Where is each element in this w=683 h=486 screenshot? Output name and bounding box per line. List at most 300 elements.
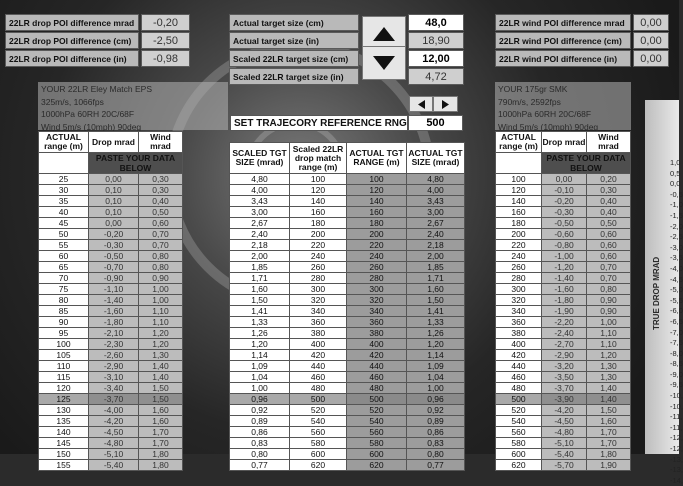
wind-cell[interactable]: 0,40 (587, 196, 631, 207)
drop-cell[interactable]: -2,30 (89, 339, 139, 350)
wind-cell[interactable]: 1,60 (587, 416, 631, 427)
table-row (496, 174, 631, 185)
drop-cell[interactable]: -1,20 (542, 262, 587, 273)
range-cell[interactable]: 75 (39, 284, 89, 295)
match-range-cell: 480 (290, 383, 347, 394)
wind-cell[interactable]: 1,30 (587, 372, 631, 383)
drop-cell[interactable]: -0,70 (89, 262, 139, 273)
wind-cell[interactable]: 1,50 (139, 383, 183, 394)
range-cell[interactable]: 35 (39, 196, 89, 207)
range-cell[interactable]: 200 (496, 229, 542, 240)
column-header: ACTUAL TGT RANGE (m) (347, 143, 407, 174)
wind-cell[interactable]: 0,70 (139, 240, 183, 251)
wind-cell[interactable]: 1,50 (139, 394, 183, 405)
drop-cell[interactable]: -2,40 (542, 328, 587, 339)
left-ammo-info (38, 82, 228, 130)
range-cell[interactable]: 145 (39, 438, 89, 449)
scaled-size-cell: 1,00 (230, 383, 290, 394)
match-range-cell: 500 (290, 394, 347, 405)
table-row (39, 449, 183, 460)
wind-cell[interactable]: 1,60 (139, 405, 183, 416)
drop-cell[interactable]: -2,60 (89, 350, 139, 361)
match-range-cell: 560 (290, 427, 347, 438)
scaled-size-cell: 1,26 (230, 328, 290, 339)
table-row (230, 372, 465, 383)
drop-cell[interactable]: -1,10 (89, 284, 139, 295)
actual-range-cell: 600 (347, 449, 407, 460)
scaled-size-cell: 1,41 (230, 306, 290, 317)
table-row (496, 317, 631, 328)
size-down-button[interactable] (362, 46, 406, 80)
table-row (230, 361, 465, 372)
drop-cell[interactable]: -2,90 (542, 350, 587, 361)
drop-cell[interactable]: -0,10 (542, 185, 587, 196)
drop-cell[interactable]: -5,10 (89, 449, 139, 460)
wind-cell[interactable]: 1,60 (139, 416, 183, 427)
match-range-cell: 180 (290, 218, 347, 229)
scaled-size-cell: 3,43 (230, 196, 290, 207)
wind-cell[interactable]: 1,20 (587, 350, 631, 361)
wind-cell[interactable]: 0,50 (587, 218, 631, 229)
drop-cell[interactable]: -1,60 (542, 284, 587, 295)
range-cell[interactable]: 480 (496, 383, 542, 394)
range-cell[interactable]: 155 (39, 460, 89, 471)
range-cell[interactable]: 160 (496, 207, 542, 218)
table-row (230, 207, 465, 218)
table-row (496, 218, 631, 229)
actual-size-cell: 1,50 (407, 295, 465, 306)
scaled-size-cell: 0,86 (230, 427, 290, 438)
range-cell[interactable]: 420 (496, 350, 542, 361)
wind-cell[interactable]: 1,70 (139, 427, 183, 438)
wind-cell[interactable]: 0,30 (139, 174, 183, 185)
wind-cell[interactable]: 1,40 (139, 372, 183, 383)
wind-poi-diff-2-value: 0,00 (633, 50, 669, 67)
drop-cell[interactable]: -4,20 (89, 416, 139, 427)
table-row (496, 207, 631, 218)
table-row (39, 185, 183, 196)
range-cell[interactable]: 400 (496, 339, 542, 350)
range-cell[interactable]: 135 (39, 416, 89, 427)
range-cell[interactable]: 180 (496, 218, 542, 229)
drop-cell[interactable]: 0,10 (89, 196, 139, 207)
actual-range-cell: 420 (347, 350, 407, 361)
scaled-size-cell: 4,00 (230, 185, 290, 196)
drop-cell[interactable]: -0,30 (89, 240, 139, 251)
scaled-size-cell: 2,40 (230, 229, 290, 240)
ref-range-label: SET TRAJECORY REFERENCE RNG (230, 115, 408, 131)
match-range-cell: 120 (290, 185, 347, 196)
range-cell[interactable]: 45 (39, 218, 89, 229)
range-cell[interactable]: 260 (496, 262, 542, 273)
drop-axis-tick: -4,0 (670, 263, 683, 273)
wind-cell[interactable]: 1,40 (587, 394, 631, 405)
wind-cell[interactable]: 1,00 (587, 317, 631, 328)
range-cell[interactable]: 70 (39, 273, 89, 284)
actual-range-cell: 280 (347, 273, 407, 284)
actual-range-cell: 160 (347, 207, 407, 218)
table-row (230, 427, 465, 438)
wind-cell[interactable]: 0,70 (587, 273, 631, 284)
wind-cell[interactable]: 0,40 (139, 196, 183, 207)
drop-cell[interactable]: -1,40 (89, 295, 139, 306)
scaled-size-cell: 1,33 (230, 317, 290, 328)
wind-cell[interactable]: 1,80 (139, 449, 183, 460)
drop-cell[interactable]: -2,10 (89, 328, 139, 339)
column-header: ACTUAL TGT SIZE (mrad) (407, 143, 465, 174)
wind-cell[interactable]: 1,10 (139, 317, 183, 328)
drop-cell[interactable]: -5,40 (89, 460, 139, 471)
wind-cell[interactable]: 1,80 (139, 460, 183, 471)
column-header: Drop mrad (89, 132, 139, 153)
wind-cell[interactable]: 0,60 (587, 251, 631, 262)
scaled-size-cell: 0,83 (230, 438, 290, 449)
actual-range-cell: 520 (347, 405, 407, 416)
wind-poi-diff-0-value: 0,00 (633, 14, 669, 31)
wind-cell[interactable]: 0,90 (587, 306, 631, 317)
table-row (230, 196, 465, 207)
wind-cell[interactable]: 0,50 (139, 207, 183, 218)
drop-cell[interactable]: -0,50 (89, 251, 139, 262)
table-row (230, 460, 465, 471)
wind-cell[interactable]: 0,60 (587, 229, 631, 240)
wind-cell[interactable]: 1,30 (587, 361, 631, 372)
wind-cell[interactable]: 1,90 (587, 460, 631, 471)
drop-axis-ticks (670, 158, 683, 486)
right-ammo-title: YOUR 175gr SMK (498, 84, 568, 94)
drop-poi-diff-0-label: 22LR drop POI difference mrad (5, 14, 139, 31)
drop-cell[interactable]: -0,20 (89, 229, 139, 240)
wind-cell[interactable]: 0,80 (587, 284, 631, 295)
wind-cell[interactable]: 1,10 (587, 339, 631, 350)
wind-cell[interactable]: 0,70 (139, 229, 183, 240)
range-cell[interactable]: 540 (496, 416, 542, 427)
drop-axis-tick: -10, (670, 401, 683, 411)
wind-poi-diff-0-label: 22LR wind POI difference mrad (495, 14, 631, 31)
actual-size-cell: 0,77 (407, 460, 465, 471)
drop-axis-tick: -11, (670, 422, 683, 432)
wind-cell[interactable]: 0,30 (139, 185, 183, 196)
range-cell[interactable]: 600 (496, 449, 542, 460)
range-cell[interactable]: 60 (39, 251, 89, 262)
wind-cell[interactable]: 1,40 (139, 361, 183, 372)
wind-cell[interactable]: 0,90 (139, 273, 183, 284)
wind-cell[interactable]: 1,00 (139, 295, 183, 306)
drop-cell[interactable]: 0,00 (89, 174, 139, 185)
drop-cell[interactable]: -2,20 (542, 317, 587, 328)
blank-cell (496, 153, 542, 174)
drop-cell[interactable]: -2,90 (89, 361, 139, 372)
table-row (496, 273, 631, 284)
range-cell[interactable]: 280 (496, 273, 542, 284)
column-header: Drop mrad (542, 132, 587, 153)
table-row (230, 284, 465, 295)
drop-cell[interactable]: -1,90 (542, 306, 587, 317)
actual-range-cell: 580 (347, 438, 407, 449)
range-cell[interactable]: 150 (39, 449, 89, 460)
match-range-cell: 540 (290, 416, 347, 427)
table-row (230, 262, 465, 273)
range-cell[interactable]: 140 (39, 427, 89, 438)
match-range-cell: 280 (290, 273, 347, 284)
wind-cell[interactable]: 1,10 (587, 328, 631, 339)
range-cell[interactable]: 440 (496, 361, 542, 372)
table-row (496, 328, 631, 339)
table-row (39, 405, 183, 416)
actual-range-cell: 260 (347, 262, 407, 273)
drop-axis-tick: -7,5 (670, 338, 683, 348)
wind-cell[interactable]: 1,70 (587, 427, 631, 438)
table-row (496, 262, 631, 273)
actual-size-cell: 0,96 (407, 394, 465, 405)
wind-cell[interactable]: 1,80 (587, 449, 631, 460)
drop-cell[interactable]: -3,50 (542, 372, 587, 383)
ref-decrease-button[interactable] (409, 96, 433, 112)
wind-cell[interactable]: 0,40 (587, 207, 631, 218)
scaled-size-cell: 2,18 (230, 240, 290, 251)
drop-axis-tick: -14, (670, 475, 683, 485)
drop-cell[interactable]: -1,80 (89, 317, 139, 328)
true-drop-axis-label: TRUE DROP MRAD (652, 256, 661, 330)
wind-cell[interactable]: 1,70 (139, 438, 183, 449)
table-row (230, 328, 465, 339)
wind-cell[interactable]: 0,20 (587, 174, 631, 185)
range-cell[interactable]: 560 (496, 427, 542, 438)
actual-range-cell: 620 (347, 460, 407, 471)
drop-cell[interactable]: -0,30 (542, 207, 587, 218)
drop-axis-tick: -10, (670, 391, 683, 401)
range-cell[interactable]: 220 (496, 240, 542, 251)
wind-poi-diff-1-value: 0,00 (633, 32, 669, 49)
drop-axis-tick: -9,5 (670, 380, 683, 390)
scaled-size-cell: 1,50 (230, 295, 290, 306)
triangle-down-icon (373, 56, 395, 70)
range-cell[interactable]: 320 (496, 295, 542, 306)
wind-cell[interactable]: 1,00 (139, 284, 183, 295)
wind-cell[interactable]: 0,60 (139, 218, 183, 229)
table-row (39, 284, 183, 295)
range-cell[interactable]: 520 (496, 405, 542, 416)
match-range-cell: 400 (290, 339, 347, 350)
drop-cell[interactable]: -4,80 (89, 438, 139, 449)
range-cell[interactable]: 240 (496, 251, 542, 262)
table-row (496, 339, 631, 350)
range-cell[interactable]: 300 (496, 284, 542, 295)
range-cell[interactable]: 80 (39, 295, 89, 306)
range-cell[interactable]: 85 (39, 306, 89, 317)
table-row (496, 350, 631, 361)
range-cell[interactable]: 110 (39, 361, 89, 372)
actual-size-cell: 0,86 (407, 427, 465, 438)
drop-cell[interactable]: -3,70 (89, 394, 139, 405)
column-header: SCALED TGT SIZE (mrad) (230, 143, 290, 174)
wind-cell[interactable]: 0,90 (587, 295, 631, 306)
actual-range-cell: 560 (347, 427, 407, 438)
ref-increase-button[interactable] (433, 96, 458, 112)
actual-size-cell: 1,26 (407, 328, 465, 339)
table-row (230, 438, 465, 449)
wind-cell[interactable]: 0,30 (587, 185, 631, 196)
drop-cell[interactable]: -3,70 (542, 383, 587, 394)
drop-axis-tick: -1,5 (670, 210, 683, 220)
table-row (496, 394, 631, 405)
drop-axis-tick: -12, (670, 433, 683, 443)
drop-cell[interactable]: -2,70 (542, 339, 587, 350)
drop-axis-tick: -4,5 (670, 274, 683, 284)
drop-cell[interactable]: -3,90 (542, 394, 587, 405)
wind-cell[interactable]: 1,70 (587, 438, 631, 449)
scaled-size-cell: 0,89 (230, 416, 290, 427)
match-range-cell: 360 (290, 317, 347, 328)
wind-cell[interactable]: 0,70 (587, 262, 631, 273)
range-cell[interactable]: 100 (39, 339, 89, 350)
drop-cell[interactable]: -1,60 (89, 306, 139, 317)
drop-cell[interactable]: -3,40 (89, 383, 139, 394)
drop-axis-tick: -3,5 (670, 253, 683, 263)
range-cell[interactable]: 130 (39, 405, 89, 416)
drop-poi-diff-2-label: 22LR drop POI difference (in) (5, 50, 139, 67)
left-ammo-line: Wind 5m/s (10mph) 90deg (41, 121, 142, 132)
actual-size-cell: 1,85 (407, 262, 465, 273)
range-cell[interactable]: 90 (39, 317, 89, 328)
range-cell[interactable]: 380 (496, 328, 542, 339)
drop-cell[interactable]: 0,00 (542, 174, 587, 185)
range-cell[interactable]: 140 (496, 196, 542, 207)
match-range-cell: 520 (290, 405, 347, 416)
match-range-cell: 620 (290, 460, 347, 471)
drop-cell[interactable]: -5,10 (542, 438, 587, 449)
drop-axis-tick: -8,5 (670, 359, 683, 369)
drop-cell[interactable]: -3,20 (542, 361, 587, 372)
drop-cell[interactable]: -0,80 (542, 240, 587, 251)
actual-size-cell: 1,20 (407, 339, 465, 350)
drop-poi-diff-1-label: 22LR drop POI difference (cm) (5, 32, 139, 49)
range-cell[interactable]: 40 (39, 207, 89, 218)
wind-cell[interactable]: 1,20 (139, 339, 183, 350)
drop-cell[interactable]: -4,50 (542, 416, 587, 427)
range-cell[interactable]: 460 (496, 372, 542, 383)
wind-cell[interactable]: 1,50 (587, 405, 631, 416)
drop-cell[interactable]: -4,00 (89, 405, 139, 416)
range-cell[interactable]: 125 (39, 394, 89, 405)
drop-cell[interactable]: -4,20 (542, 405, 587, 416)
wind-cell[interactable]: 1,10 (139, 306, 183, 317)
scaled-size-cell: 1,85 (230, 262, 290, 273)
match-range-cell: 140 (290, 196, 347, 207)
range-cell[interactable]: 120 (39, 383, 89, 394)
wind-cell[interactable]: 0,60 (587, 240, 631, 251)
actual-size-cell: 1,04 (407, 372, 465, 383)
drop-cell[interactable]: -1,80 (542, 295, 587, 306)
drop-cell[interactable]: -4,50 (89, 427, 139, 438)
actual-size-cell: 0,92 (407, 405, 465, 416)
target-size-0-value[interactable]: 48,0 (408, 14, 464, 31)
drop-cell[interactable]: -1,40 (542, 273, 587, 284)
actual-size-cell: 3,00 (407, 207, 465, 218)
table-row (230, 295, 465, 306)
drop-axis-tick: -2,0 (670, 221, 683, 231)
wind-cell[interactable]: 0,80 (139, 262, 183, 273)
target-size-3-value: 4,72 (408, 68, 464, 85)
range-cell[interactable]: 50 (39, 229, 89, 240)
range-cell[interactable]: 120 (496, 185, 542, 196)
wind-cell[interactable]: 1,40 (587, 383, 631, 394)
range-cell[interactable]: 340 (496, 306, 542, 317)
range-cell[interactable]: 95 (39, 328, 89, 339)
table-row (496, 449, 631, 460)
table-row (230, 339, 465, 350)
range-cell[interactable]: 360 (496, 317, 542, 328)
match-range-cell: 300 (290, 284, 347, 295)
drop-axis-tick: -5,0 (670, 285, 683, 295)
table-row (39, 207, 183, 218)
table-row (230, 394, 465, 405)
match-range-cell: 340 (290, 306, 347, 317)
table-row (39, 174, 183, 185)
table-row (496, 427, 631, 438)
drop-cell[interactable]: -5,40 (542, 449, 587, 460)
range-cell[interactable]: 105 (39, 350, 89, 361)
right-ammo-line: 1000hPa 60RH 20C/68F (498, 109, 592, 119)
table-row (496, 372, 631, 383)
table-row (39, 339, 183, 350)
actual-range-cell: 340 (347, 306, 407, 317)
table-row (39, 240, 183, 251)
drop-axis-tick: -5,5 (670, 295, 683, 305)
right-ammo-info (495, 82, 631, 130)
table-row (496, 240, 631, 251)
range-cell[interactable]: 115 (39, 372, 89, 383)
drop-cell[interactable]: -5,70 (542, 460, 587, 471)
wind-cell[interactable]: 0,80 (139, 251, 183, 262)
drop-cell[interactable]: -0,20 (542, 196, 587, 207)
drop-cell[interactable]: -3,10 (89, 372, 139, 383)
column-header: ACTUAL range (m) (496, 132, 542, 153)
drop-cell[interactable]: 0,00 (89, 218, 139, 229)
drop-cell[interactable]: -1,00 (542, 251, 587, 262)
actual-size-cell: 2,18 (407, 240, 465, 251)
range-cell[interactable]: 500 (496, 394, 542, 405)
drop-axis-tick: -13, (670, 465, 683, 475)
drop-axis-tick: -11, (670, 412, 683, 422)
wind-cell[interactable]: 1,20 (139, 328, 183, 339)
range-cell[interactable]: 65 (39, 262, 89, 273)
column-header: Scaled 22LR drop match range (m) (290, 143, 347, 174)
range-cell[interactable]: 30 (39, 185, 89, 196)
actual-size-cell: 2,40 (407, 229, 465, 240)
range-cell[interactable]: 620 (496, 460, 542, 471)
column-header: Wind mrad (139, 132, 183, 153)
scaled-size-cell: 1,60 (230, 284, 290, 295)
drop-cell[interactable]: -0,60 (542, 229, 587, 240)
drop-cell[interactable]: -4,80 (542, 427, 587, 438)
drop-cell[interactable]: -0,90 (89, 273, 139, 284)
range-cell[interactable]: 55 (39, 240, 89, 251)
center-scaling-table (229, 142, 465, 471)
drop-axis-tick: -9,0 (670, 369, 683, 379)
drop-cell[interactable]: 0,10 (89, 207, 139, 218)
triangle-up-icon (373, 27, 395, 41)
range-cell[interactable]: 25 (39, 174, 89, 185)
drop-cell[interactable]: 0,10 (89, 185, 139, 196)
wind-cell[interactable]: 1,30 (139, 350, 183, 361)
drop-cell[interactable]: -0,50 (542, 218, 587, 229)
range-cell[interactable]: 100 (496, 174, 542, 185)
ref-range-input[interactable]: 500 (408, 115, 463, 131)
target-size-3-label: Scaled 22LR target size (in) (229, 68, 359, 85)
column-header: Wind mrad (587, 132, 631, 153)
range-cell[interactable]: 580 (496, 438, 542, 449)
